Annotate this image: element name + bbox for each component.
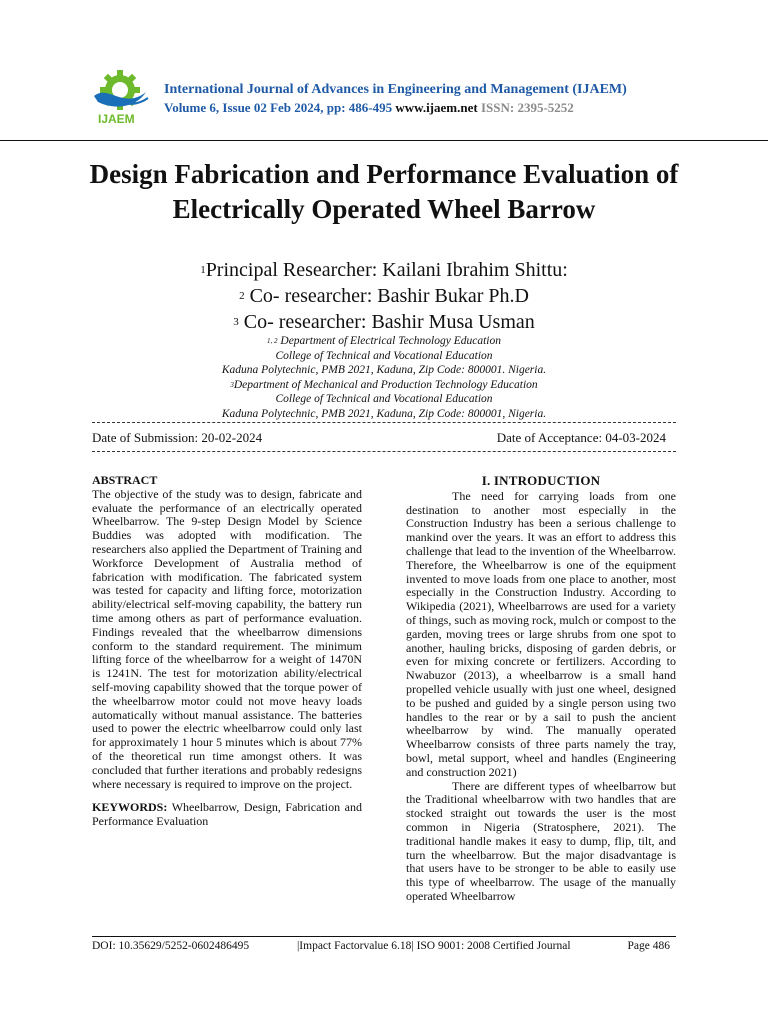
keywords-text: Wheelbarrow, Design, Fabrication and Performance Evaluation: [92, 800, 362, 829]
journal-url-link[interactable]: www.ijaem.net: [395, 100, 478, 115]
keywords: [92, 801, 362, 829]
affiliation-1-line-2: College of Technical and Vocational Education: [275, 349, 493, 362]
abstract-body: The objective of the study was to design, fabricate and evaluate the performance of an electrically operated Wheelbarrow. The 9-step Design Model by Science Buddies was adopted with modification. The researchers also applied the Department of Training and Workforce Development of Australia method of fabrication with modification. The fabricated system was tested for capacity and lifting force, motorization ability/electrical self-moving capability, the battery run time among others as part of performance evaluation. Findings revealed that the wheelbarrow dimensions conform to the standard requirement. The minimum lifting force of the wheelbarrow for a weight of 1470N is 1241N. The test for motorization ability/electrical self-moving capability showed that the torque power of the wheelbarrow motor could not move heavy loads automatically without manual assistance. The batteries used to power the electric wheelbarrow could only last for approximately 1 hour 5 minutes which is about 77% of the theoretical run time amongst others. It was concluded that further iterations and probably redesigns where necessary is required to improve on the project.: [92, 486, 362, 791]
author-2-superscript: 2: [239, 290, 245, 302]
abstract-column: [92, 474, 362, 829]
author-1-superscript: 1: [200, 264, 206, 276]
submission-date: Date of Submission: 20-02-2024: [92, 430, 263, 445]
introduction-paragraph-2: There are different types of wheelbarrow but the Traditional wheelbarrow with two handles that are stocked straight out towards the user is the most common in Nigeria (Stratosphere, 2021). The traditional handle makes it easy to dump, flip, tilt, and turn the wheelbarrow. But the major disadvantage is that users have to be stronger to be able to easily use this type of wheelbarrow. The usage of the manually operated Wheelbarrow: [406, 778, 676, 903]
paper-title: Design Fabrication and Performance Evaluation of Electrically Operated Wheel Barrow: [89, 159, 679, 224]
author-3-superscript: 3: [233, 316, 239, 328]
svg-text:IJAEM: IJAEM: [98, 112, 135, 126]
author-2-text: Co- researcher: Bashir Bukar Ph.D: [244, 285, 529, 307]
affiliation-1-superscript: 1, 2: [267, 337, 278, 345]
affiliation-2-line-1: Department of Mechanical and Production Technology Education: [233, 378, 538, 391]
issn: ISSN: 2395-5252: [480, 100, 574, 115]
author-3-text: Co- researcher: Bashir Musa Usman: [238, 311, 535, 333]
introduction-paragraph-1: The need for carrying loads from one destination to another most especially in the Construction Industry has been a serious challenge to mankind over the years. It was an effort to address this challenge that lead to the invention of the Wheelbarrow. Therefore, the Wheelbarrow is one of the equipment invented to move loads from one place to another, most especially in the Construction Industry. According to Wikipedia (2021), Wheelbarrows are used for a variety of things, such as moving rock, mulch or compost to the garden, moving trees or large shrubs from one spot to another, hauling bricks, disposing of garden debris, or even for mixing concrete or fertilizers. According to Nwabuzor (2013), a wheelbarrow is a small hand propelled vehicle usually with just one wheel, designed to be pushed and guided by a single person using two handles to the rear or by a sail to push the ancient wheelbarrow by wind. The manually operated Wheelbarrow consists of three parts namely the tray, bowl, metal support, wheel and handles (Engineering and construction 2021): [406, 488, 676, 779]
acceptance-date: Date of Acceptance: 04-03-2024: [496, 430, 666, 445]
affiliations: [60, 334, 708, 421]
introduction-column: [406, 474, 676, 904]
affiliation-2-superscript: 3: [230, 380, 234, 389]
header-divider: [0, 140, 768, 141]
gear-wave-logo-icon: [90, 66, 160, 126]
affiliation-1-line-1: Department of Electrical Technology Education: [277, 335, 501, 347]
volume-issue: Volume 6, Issue 02 Feb 2024, pp: 486-495: [164, 100, 393, 115]
journal-logo: [90, 66, 160, 126]
author-1-text: Principal Researcher: Kailani Ibrahim Shittu:: [205, 259, 568, 281]
dates-divider-bottom: [92, 451, 676, 452]
author-line-2: [60, 284, 708, 308]
affiliation-2-dept: [60, 378, 708, 393]
keywords-label: KEYWORDS:: [92, 800, 168, 815]
abstract-heading: ABSTRACT: [92, 473, 158, 487]
journal-title: International Journal of Advances in Engineering and Management (IJAEM): [164, 82, 627, 97]
author-line-3: [60, 310, 708, 334]
footer-impact-factor: |Impact Factorvalue 6.18| ISO 9001: 2008 Certified Journal: [297, 940, 571, 952]
introduction-heading: I. INTRODUCTION: [481, 473, 601, 488]
affiliation-2-line-3: Kaduna Polytechnic, PMB 2021, Kaduna, Zip Code: 800001, Nigeria.: [221, 407, 547, 420]
affiliation-1-dept: [60, 334, 708, 349]
dates-divider-top: [92, 422, 676, 423]
author-line-1: [60, 258, 708, 282]
footer-divider: [92, 936, 676, 937]
affiliation-2-line-2: College of Technical and Vocational Education: [275, 393, 493, 405]
footer-doi: DOI: 10.35629/5252-0602486495: [92, 940, 250, 952]
footer-page-number: Page 486: [627, 940, 670, 952]
affiliation-1-line-3: Kaduna Polytechnic, PMB 2021, Kaduna, Zip Code: 800001. Nigeria.: [221, 364, 547, 376]
journal-issue-info: [164, 100, 574, 116]
